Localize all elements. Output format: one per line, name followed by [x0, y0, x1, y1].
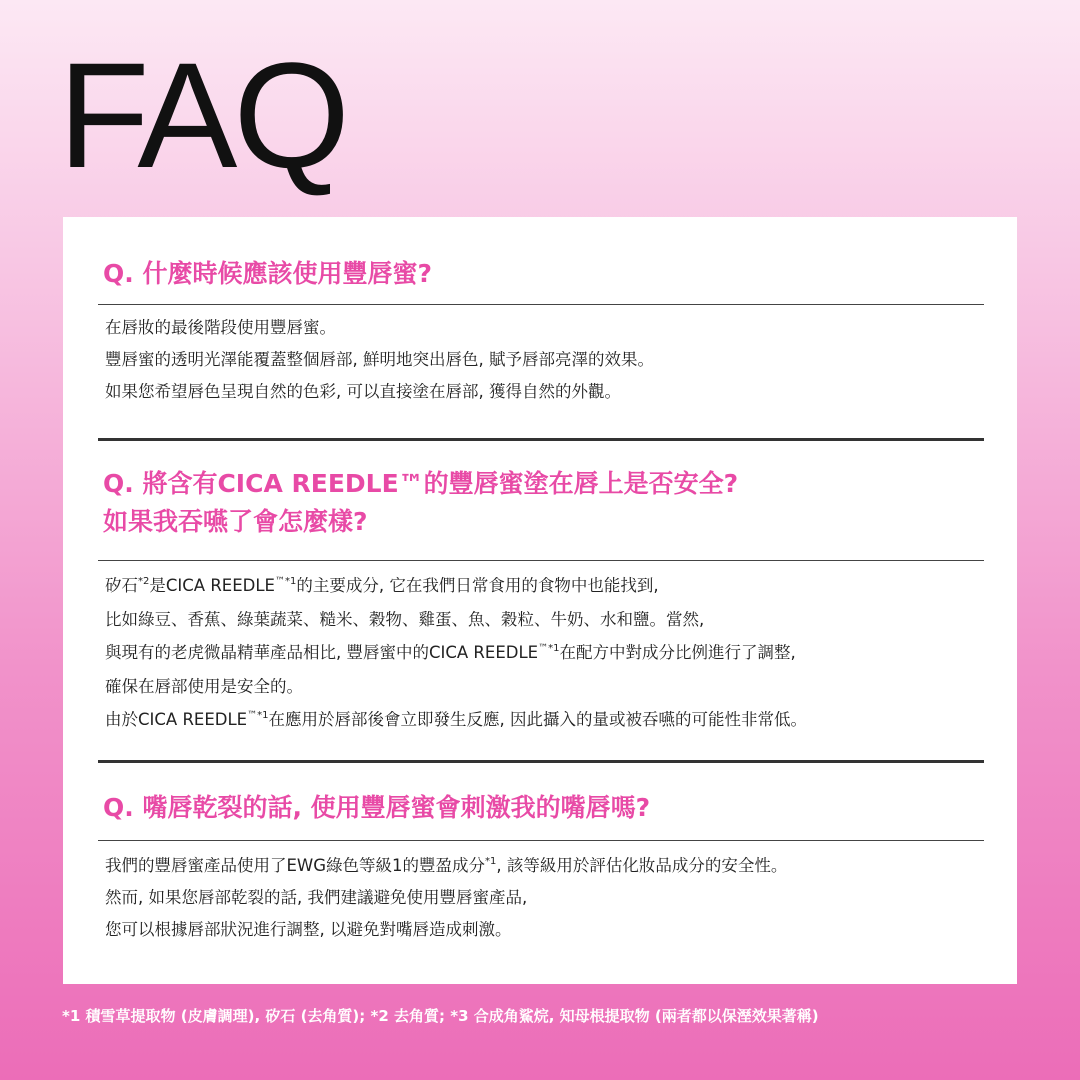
faq-answer-2 [105, 569, 985, 737]
answer-line [105, 312, 985, 344]
footnote-marker: ™*1 [274, 575, 297, 587]
answer-text: 與現有的老虎微晶精華產品相比, 豐唇蜜中的CICA REEDLE [105, 643, 539, 662]
answer-text: , 該等級用於評估化妝品成分的安全性。 [496, 856, 788, 875]
answer-line [105, 376, 985, 408]
answer-text: 如果您希望唇色呈現自然的色彩, 可以直接塗在唇部, 獲得自然的外觀。 [105, 382, 621, 401]
footnote-marker: *2 [138, 575, 150, 587]
answer-line [105, 569, 985, 603]
footnote-marker: ™*1 [247, 709, 269, 721]
answer-text: 由於CICA REEDLE [105, 710, 248, 729]
answer-text: 我們的豐唇蜜產品使用了EWG綠色等級1的豐盈成分 [105, 856, 486, 875]
answer-text: 的主要成分, 它在我們日常食用的食物中也能找到, [296, 576, 659, 595]
question-line: Q. 將含有CICA REEDLE™的豐唇蜜塗在唇上是否安全? [103, 469, 739, 498]
answer-line [105, 603, 985, 637]
section-divider [98, 438, 984, 441]
question-divider [98, 304, 984, 305]
question-line: Q. 什麼時候應該使用豐唇蜜? [103, 259, 432, 288]
footnote: *1 積雪草提取物 (皮膚調理), 矽石 (去角質); *2 去角質; *3 合成角鯊烷, 知母根提取物 (兩者都以保溼效果著稱) [62, 1007, 819, 1025]
answer-line [105, 914, 985, 946]
faq-answer-1 [105, 312, 985, 408]
question-line: 如果我吞嚥了會怎麼樣? [103, 507, 368, 536]
page-title: FAQ [58, 31, 347, 199]
section-divider [98, 760, 984, 763]
faq-question-2 [103, 465, 983, 541]
answer-text: 在應用於唇部後會立即發生反應, 因此攝入的量或被吞嚥的可能性非常低。 [268, 710, 807, 729]
answer-line [105, 703, 985, 737]
answer-text: 在配方中對成分比例進行了調整, [559, 643, 796, 662]
answer-line [105, 670, 985, 704]
answer-text: 矽石 [105, 576, 138, 595]
answer-text: 確保在唇部使用是安全的。 [105, 676, 303, 696]
answer-text: 然而, 如果您唇部乾裂的話, 我們建議避免使用豐唇蜜產品, [105, 888, 528, 907]
answer-text: 您可以根據唇部狀況進行調整, 以避免對嘴唇造成刺激。 [105, 920, 512, 939]
footnote-marker: ™*1 [538, 642, 560, 654]
question-line: Q. 嘴唇乾裂的話, 使用豐唇蜜會刺激我的嘴唇嗎? [103, 793, 651, 822]
answer-line [105, 850, 985, 882]
answer-text: 在唇妝的最後階段使用豐唇蜜。 [105, 318, 336, 337]
answer-line [105, 636, 985, 670]
answer-text: 是CICA REEDLE [149, 576, 275, 595]
answer-line [105, 344, 985, 376]
faq-question-3 [103, 789, 983, 827]
answer-line [105, 882, 985, 914]
footnote-marker: *1 [485, 855, 497, 867]
faq-answer-3 [105, 850, 985, 946]
faq-question-1 [103, 255, 983, 293]
answer-text: 比如綠豆、香蕉、綠葉蔬菜、糙米、穀物、雞蛋、魚、穀粒、牛奶、水和鹽。當然, [105, 609, 705, 629]
question-divider [98, 560, 984, 561]
faq-card [63, 217, 1017, 984]
answer-text: 豐唇蜜的透明光澤能覆蓋整個唇部, 鮮明地突出唇色, 賦予唇部亮澤的效果。 [105, 350, 654, 369]
question-divider [98, 840, 984, 841]
